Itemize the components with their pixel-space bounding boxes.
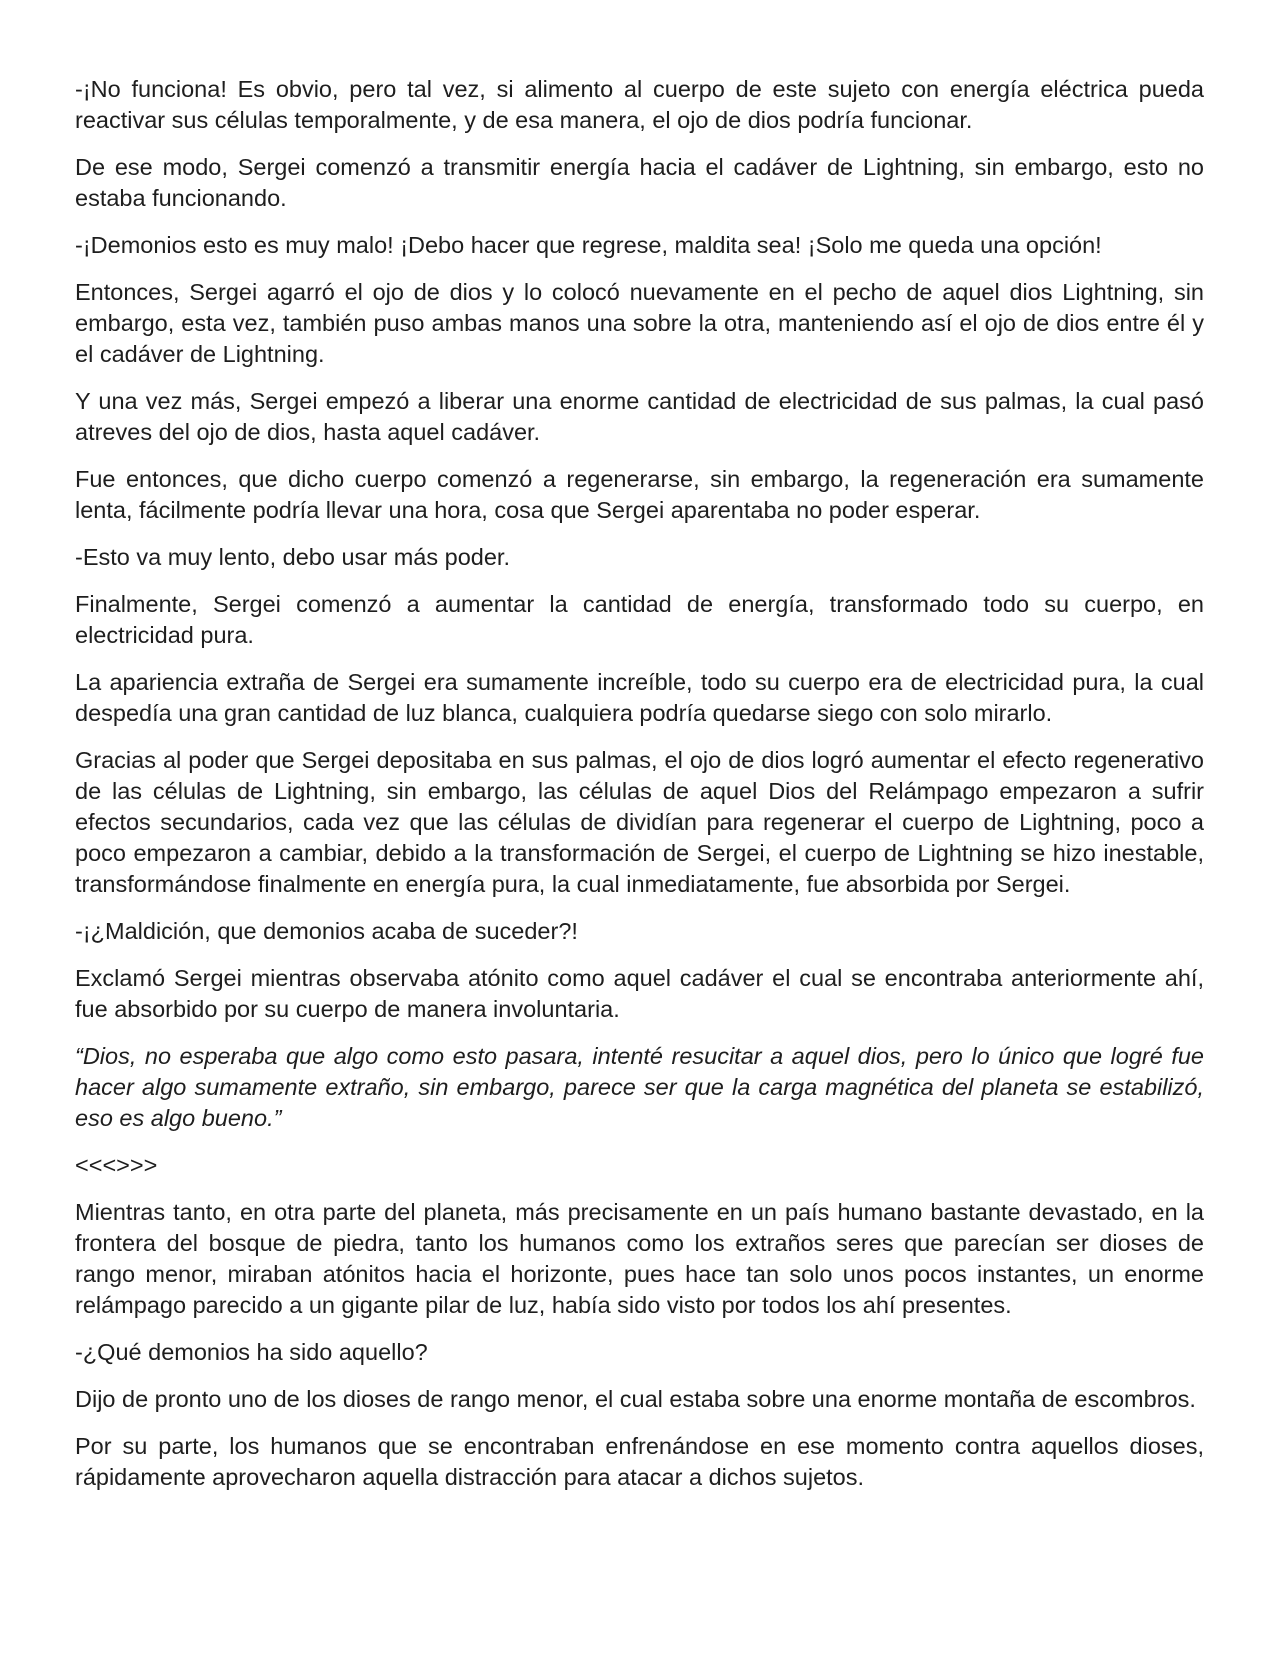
scene-break: <<<>>> [75, 1152, 158, 1178]
thought-paragraph: “Dios, no esperaba que algo como esto pasara, intenté resucitar a aquel dios, pero lo único que logré fue hacer algo sumamente extraño, sin embargo, parece ser que la carga magnética del planeta se estabilizó, eso es algo bueno.” [75, 1043, 1204, 1131]
paragraph: Mientras tanto, en otra parte del planeta, más precisamente en un país humano bastante devastado, en la frontera del bosque de piedra, tanto los humanos como los extraños seres que parecían ser dioses de rango menor, miraban atónitos hacia el horizonte, pues hace tan solo unos pocos instantes, un enorme relámpago parecido a un gigante pilar de luz, había sido visto por todos los ahí presentes. [75, 1199, 1204, 1318]
paragraph: -¿Qué demonios ha sido aquello? [75, 1339, 428, 1365]
document-page [75, 74, 1204, 1509]
paragraph: Dijo de pronto uno de los dioses de rango menor, el cual estaba sobre una enorme montaña de escombros. [75, 1386, 1196, 1412]
paragraph: -¡No funciona! Es obvio, pero tal vez, si alimento al cuerpo de este sujeto con energía eléctrica pueda reactivar sus células temporalmente, y de esa manera, el ojo de dios podría funcionar. [75, 76, 1204, 133]
paragraph: Gracias al poder que Sergei depositaba en sus palmas, el ojo de dios logró aumentar el efecto regenerativo de las células de Lightning, sin embargo, las células de aquel Dios del Relámpago empezaron a sufrir efectos secundarios, cada vez que las células de dividían para regenerar el cuerpo de Lightning, poco a poco empezaron a cambiar, debido a la transformación de Sergei, el cuerpo de Lightning se hizo inestable, transformándose finalmente en energía pura, la cual inmediatamente, fue absorbida por Sergei. [75, 747, 1204, 897]
paragraph: -¡¿Maldición, que demonios acaba de suceder?! [75, 918, 578, 944]
paragraph: -¡Demonios esto es muy malo! ¡Debo hacer que regrese, maldita sea! ¡Solo me queda una opción! [75, 232, 1102, 258]
paragraph: Exclamó Sergei mientras observaba atónito como aquel cadáver el cual se encontraba anteriormente ahí, fue absorbido por su cuerpo de manera involuntaria. [75, 965, 1204, 1022]
paragraph: La apariencia extraña de Sergei era sumamente increíble, todo su cuerpo era de electricidad pura, la cual despedía una gran cantidad de luz blanca, cualquiera podría quedarse siego con solo mirarlo. [75, 669, 1204, 726]
paragraph: -Esto va muy lento, debo usar más poder. [75, 544, 510, 570]
paragraph: Entonces, Sergei agarró el ojo de dios y lo colocó nuevamente en el pecho de aquel dios Lightning, sin embargo, esta vez, también puso ambas manos una sobre la otra, manteniendo así el ojo de dios entre él y el cadáver de Lightning. [75, 279, 1204, 367]
paragraph: De ese modo, Sergei comenzó a transmitir energía hacia el cadáver de Lightning, sin embargo, esto no estaba funcionando. [75, 154, 1204, 211]
paragraph: Fue entonces, que dicho cuerpo comenzó a regenerarse, sin embargo, la regeneración era sumamente lenta, fácilmente podría llevar una hora, cosa que Sergei aparentaba no poder esperar. [75, 466, 1204, 523]
paragraph: Y una vez más, Sergei empezó a liberar una enorme cantidad de electricidad de sus palmas, la cual pasó atreves del ojo de dios, hasta aquel cadáver. [75, 388, 1204, 445]
paragraph: Finalmente, Sergei comenzó a aumentar la cantidad de energía, transformado todo su cuerpo, en electricidad pura. [75, 591, 1204, 648]
paragraph: Por su parte, los humanos que se encontraban enfrenándose en ese momento contra aquellos dioses, rápidamente aprovecharon aquella distracción para atacar a dichos sujetos. [75, 1433, 1204, 1490]
